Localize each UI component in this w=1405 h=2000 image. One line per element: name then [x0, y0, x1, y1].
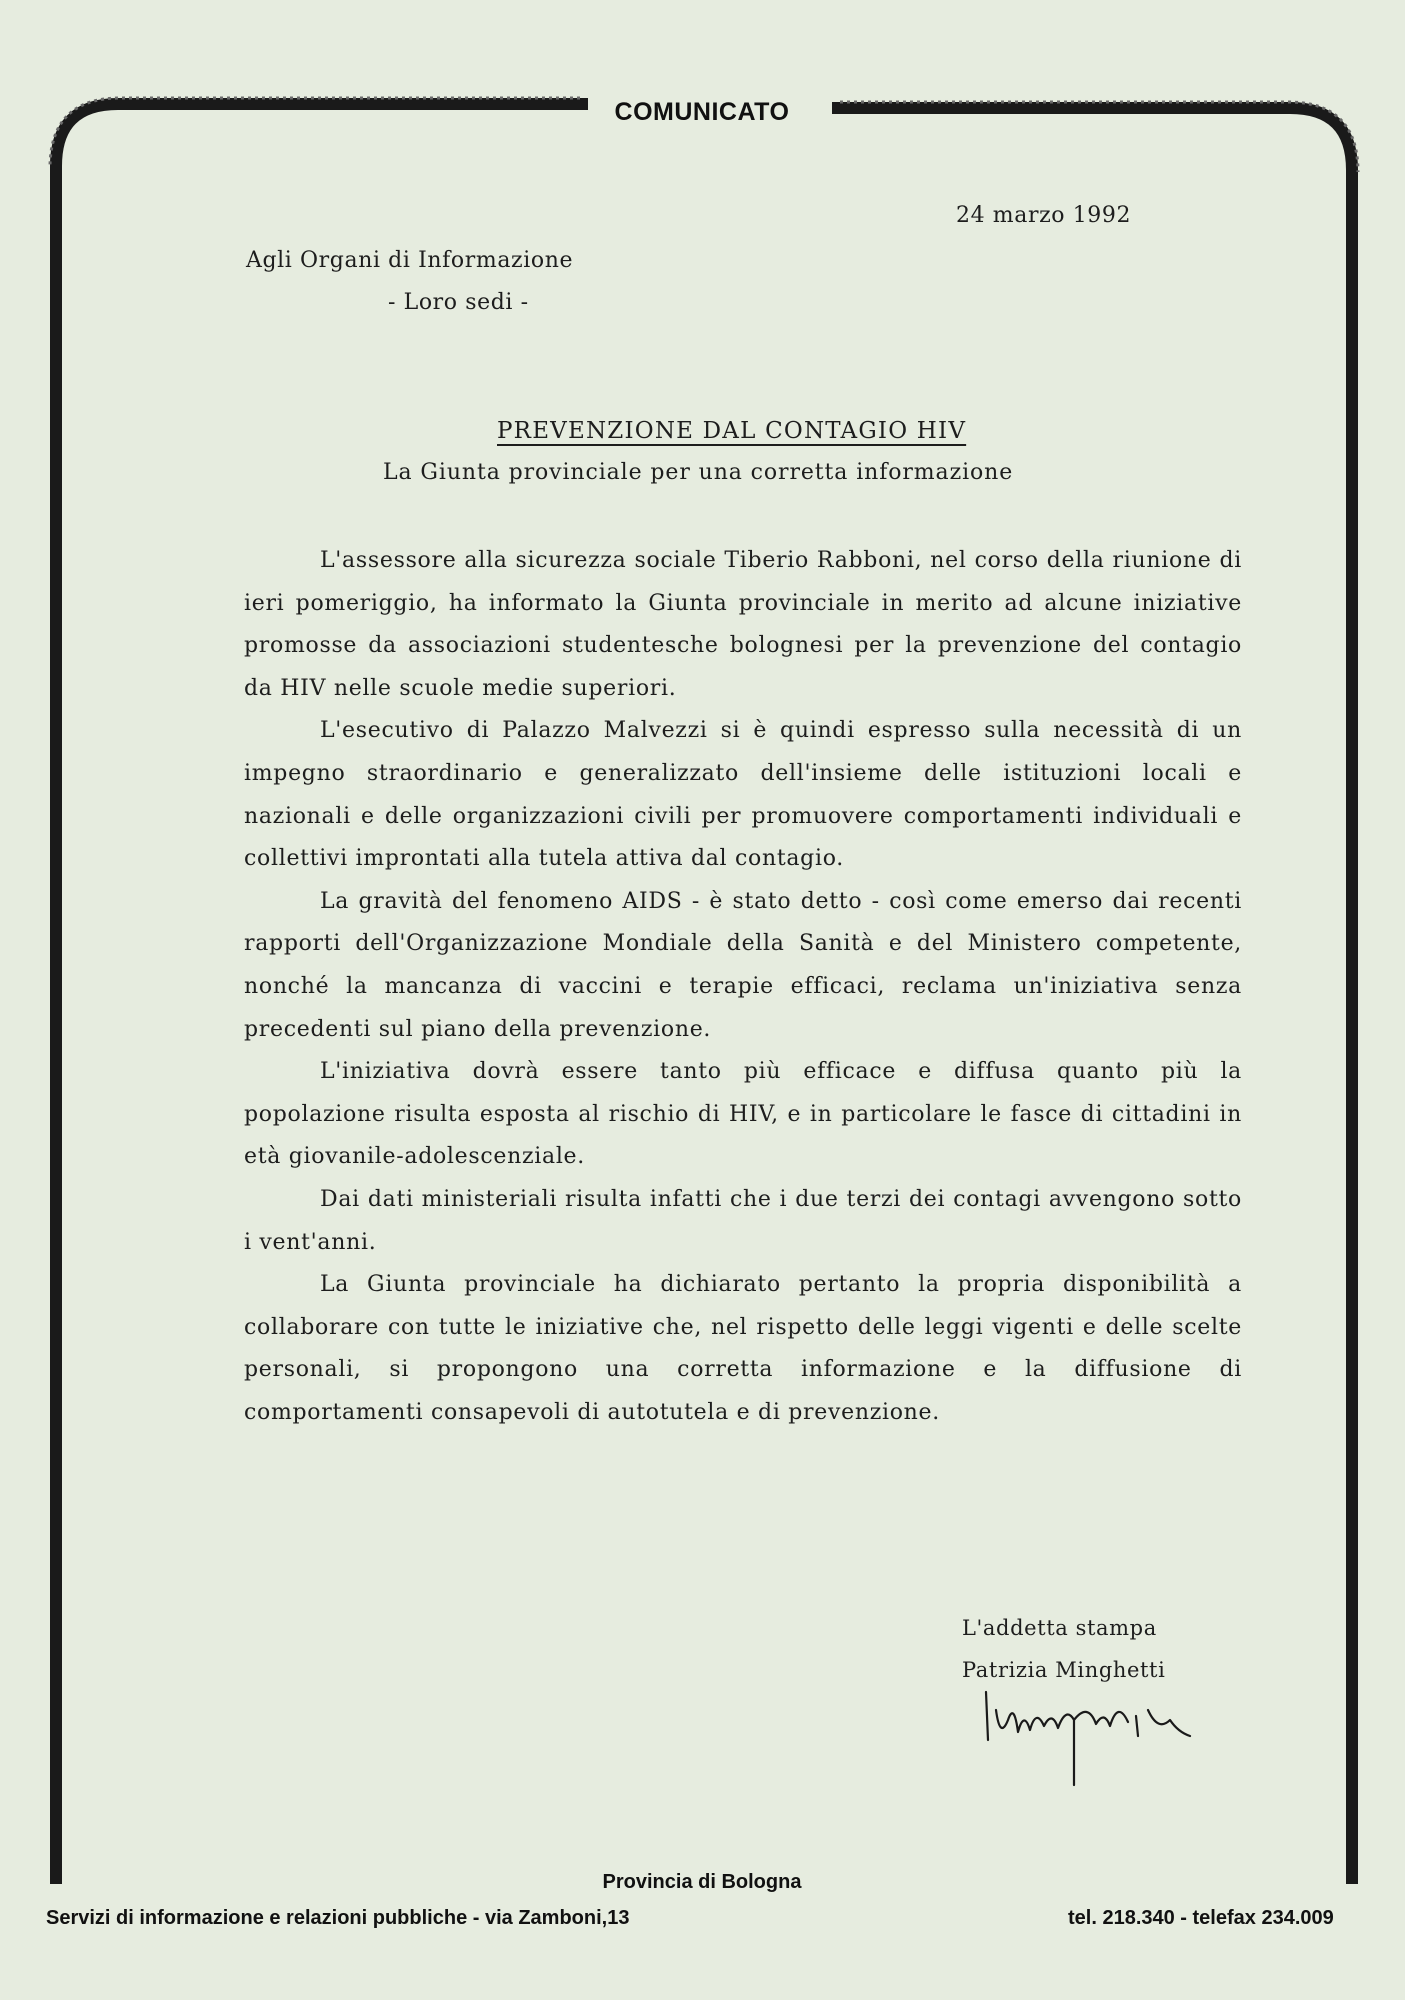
recipient-line-1: Agli Organi di Informazione	[246, 248, 574, 273]
handwritten-signature	[978, 1680, 1198, 1790]
body-paragraph-3: La gravità del fenomeno AIDS - è stato detto - così come emerso dai recenti rapporti dell'Organizzazione Mondiale della Sanità e del Ministero competente, nonché la mancanza di vaccini e terapie efficaci, reclama un'iniziativa senza precedenti sul piano della prevenzione.	[244, 888, 1242, 1042]
signature-name: Patrizia Minghetti	[962, 1658, 1166, 1682]
body-paragraph-5: Dai dati ministeriali risulta infatti che i due terzi dei contagi avvengono sotto i vent'anni.	[244, 1186, 1242, 1255]
body-paragraph-6: La Giunta provinciale ha dichiarato pertanto la propria disponibilità a collaborare con tutte le iniziative che, nel rispetto delle leggi vigenti e delle scelte personali, si propongono una corretta informazione e la diffusione di comportamenti consapevoli di autotutela e di prevenzione.	[244, 1272, 1242, 1425]
header-title: COMUNICATO	[614, 98, 790, 126]
footer-org: Provincia di Bologna	[602, 1871, 802, 1893]
body-paragraph-4: L'iniziativa dovrà essere tanto più efficace e diffusa quanto più la popolazione risulta esposta al rischio di HIV, e in particolare le fasce di cittadini in età giovanile-adolescenziale.	[244, 1059, 1242, 1170]
body-text	[244, 540, 1242, 1434]
footer-address: Servizi di informazione e relazioni pubbliche - via Zamboni,13	[46, 1907, 630, 1929]
document-date: 24 marzo 1992	[956, 203, 1132, 228]
recipient-line-2: - Loro sedi -	[388, 290, 529, 315]
body-paragraph-2: L'esecutivo di Palazzo Malvezzi si è quindi espresso sulla necessità di un impegno straordinario e generalizzato dell'insieme delle istituzioni locali e nazionali e delle organizzazioni civili per promuovere comportamenti individuali e collettivi improntati alla tutela attiva dal contagio.	[244, 718, 1242, 872]
document-title: PREVENZIONE DAL CONTAGIO HIV	[497, 418, 967, 444]
footer-contacts: tel. 218.340 - telefax 234.009	[1068, 1907, 1334, 1929]
body-paragraph-1: L'assessore alla sicurezza sociale Tiberio Rabboni, nel corso della riunione di ieri pomeriggio, ha informato la Giunta provinciale in merito ad alcune iniziative promosse da associazioni studentesche bolognesi per la prevenzione del contagio da HIV nelle scuole medie superiori.	[244, 548, 1242, 701]
document-subtitle: La Giunta provinciale per una corretta informazione	[383, 460, 1014, 485]
signature-role: L'addetta stampa	[962, 1616, 1157, 1640]
